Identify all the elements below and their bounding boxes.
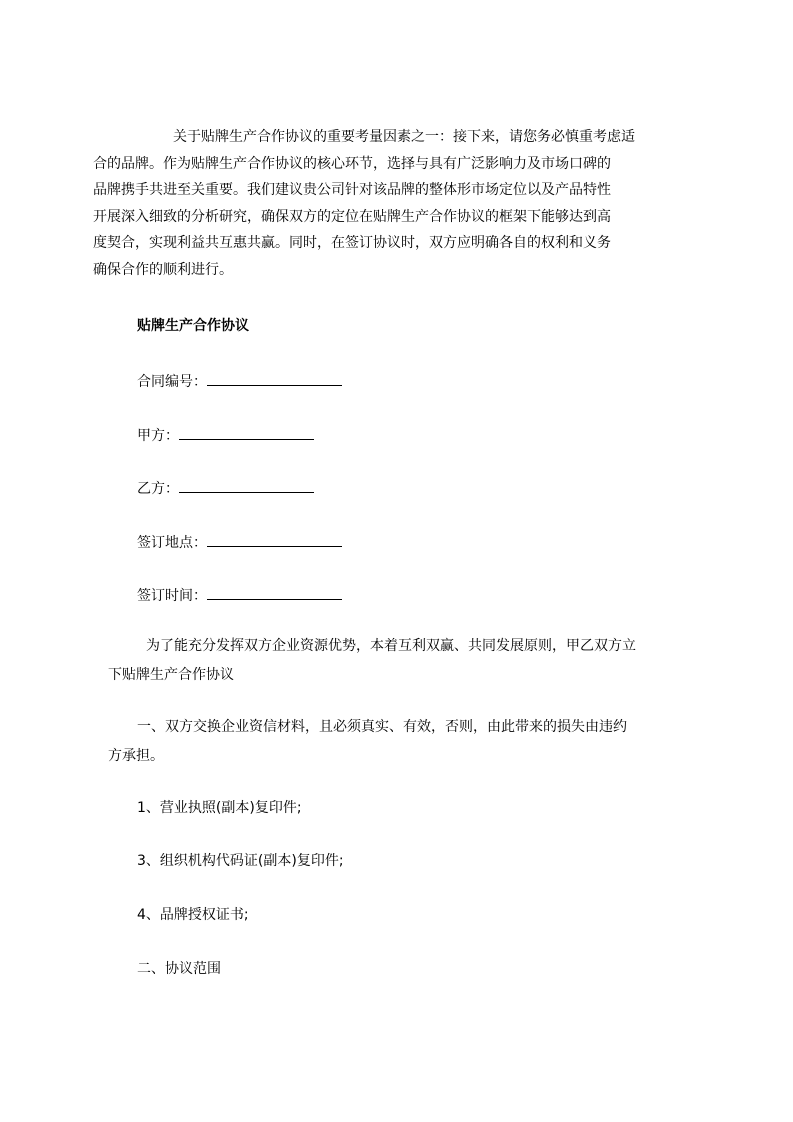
list-item: 4、品牌授权证书; bbox=[137, 907, 249, 923]
contract-number-label: 合同编号： bbox=[137, 374, 207, 390]
signing-time-label: 签订时间： bbox=[137, 588, 207, 604]
party-a-field bbox=[137, 425, 314, 445]
clause-line: 方承担。 bbox=[108, 748, 164, 764]
contract-number-field bbox=[137, 371, 342, 391]
intro-line: 确保合作的顺利进行。 bbox=[93, 261, 233, 278]
intro-line: 品牌携手共进至关重要。我们建议贵公司针对该品牌的整体形市场定位以及产品特性 bbox=[93, 182, 611, 198]
signing-time-field bbox=[137, 585, 342, 605]
party-b-field bbox=[137, 478, 314, 498]
intro-line: 度契合，实现利益共互惠共赢。同时，在签订协议时，双方应明确各自的权利和义务 bbox=[93, 235, 611, 251]
party-a-blank bbox=[179, 425, 314, 440]
intro-line: 开展深入细致的分析研究，确保双方的定位在贴牌生产合作协议的框架下能够达到高 bbox=[93, 208, 611, 225]
signing-place-field bbox=[137, 532, 342, 552]
section-heading: 二、协议范围 bbox=[137, 961, 221, 977]
list-item: 3、组织机构代码证(副本)复印件; bbox=[137, 853, 344, 869]
preamble-line: 下贴牌生产合作协议 bbox=[108, 667, 234, 683]
party-b-blank bbox=[179, 478, 314, 493]
document-title: 贴牌生产合作协议 bbox=[137, 318, 249, 334]
intro-paragraph bbox=[93, 124, 699, 283]
preamble-line: 为了能充分发挥双方企业资源优势，本着互利双赢、共同发展原则，甲乙双方立 bbox=[146, 638, 636, 654]
list-item: 1、营业执照(副本)复印件; bbox=[137, 800, 302, 816]
signing-place-blank bbox=[207, 532, 342, 547]
clause-one-paragraph bbox=[108, 713, 700, 771]
party-b-label: 乙方： bbox=[137, 481, 179, 497]
clause-line: 一、双方交换企业资信材料，且必须真实、有效，否则，由此带来的损失由违约 bbox=[137, 719, 627, 735]
signing-time-blank bbox=[207, 585, 342, 600]
party-a-label: 甲方： bbox=[137, 428, 179, 444]
intro-line: 关于贴牌生产合作协议的重要考量因素之一：接下来，请您务必慎重考虑适 bbox=[173, 129, 635, 145]
preamble-paragraph bbox=[108, 632, 700, 690]
signing-place-label: 签订地点： bbox=[137, 535, 207, 551]
contract-number-blank bbox=[207, 371, 342, 386]
intro-line: 合的品牌。作为贴牌生产合作协议的核心环节，选择与具有广泛影响力及市场口碑的 bbox=[93, 155, 611, 172]
